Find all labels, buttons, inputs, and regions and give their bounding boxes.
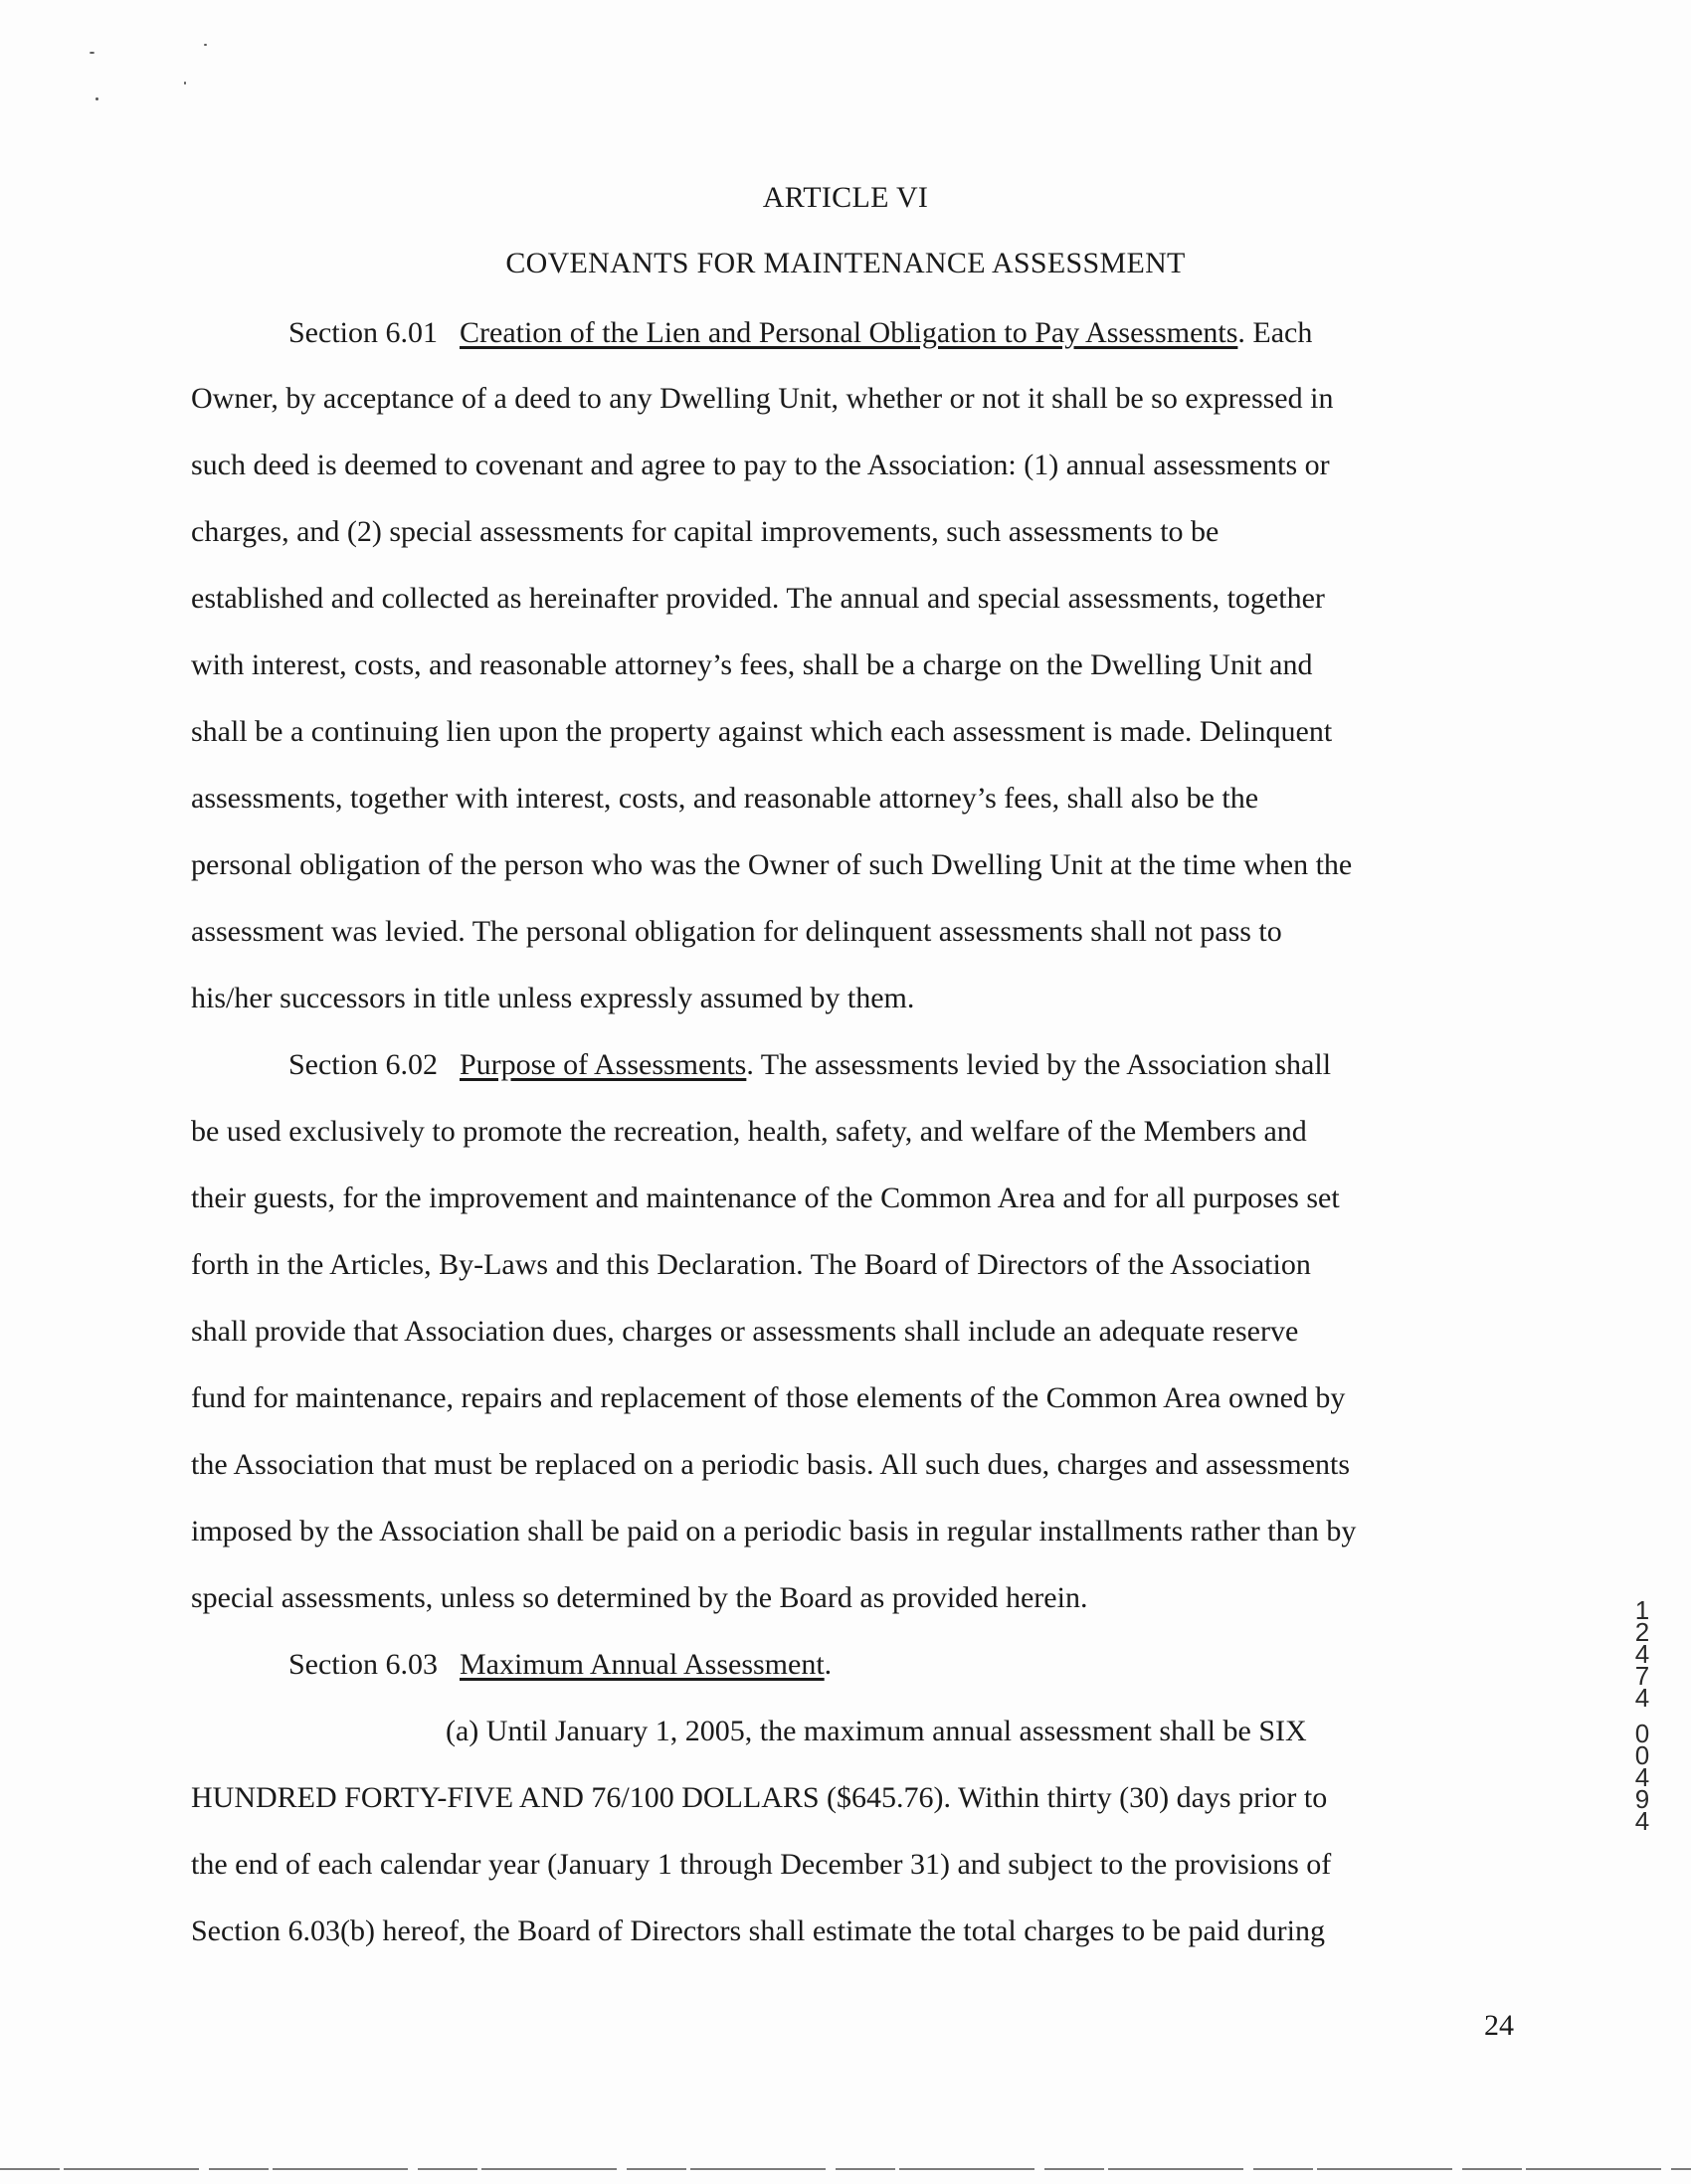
section-601-line: established and collected as hereinafter provided. The annual and special assessments, together xyxy=(191,582,1325,615)
section-601-line: his/her successors in title unless expressly assumed by them. xyxy=(191,982,915,1014)
section-602-line: imposed by the Association shall be paid on a periodic basis in regular installments rather than by xyxy=(191,1515,1357,1547)
recording-digit: 4 xyxy=(1634,1683,1650,1713)
section-601-line-0: . Each xyxy=(1237,316,1313,349)
recording-digit: 4 xyxy=(1634,1806,1650,1836)
section-602-line: the Association that must be replaced on a periodic basis. All such dues, charges and assessments xyxy=(191,1448,1351,1481)
section-601-first-line xyxy=(288,318,1312,348)
section-602-first-line xyxy=(288,1050,1331,1080)
section-601-line: with interest, costs, and reasonable attorney’s fees, shall be a charge on the Dwelling Unit and xyxy=(191,648,1313,681)
recording-digit: 1 xyxy=(1634,1595,1650,1625)
section-602-line: forth in the Articles, By-Laws and this Declaration. The Board of Directors of the Association xyxy=(191,1248,1311,1281)
section-601-line: such deed is deemed to covenant and agree to pay to the Association: (1) annual assessments or xyxy=(191,449,1330,481)
section-601-heading: Creation of the Lien and Personal Obligation to Pay Assessments xyxy=(460,316,1238,349)
recording-digit: 7 xyxy=(1634,1661,1650,1691)
section-602-line: fund for maintenance, repairs and replacement of those elements of the Common Area owned by xyxy=(191,1381,1346,1414)
section-602-line: be used exclusively to promote the recreation, health, safety, and welfare of the Members and xyxy=(191,1115,1307,1148)
scan-bottom-edge xyxy=(0,2168,1691,2170)
section-602-line: shall provide that Association dues, charges or assessments shall include an adequate reserve xyxy=(191,1315,1299,1348)
page-number: 24 xyxy=(1484,2009,1514,2042)
section-601-line: Owner, by acceptance of a deed to any Dwelling Unit, whether or not it shall be so expressed in xyxy=(191,382,1334,415)
section-602-line-0: . The assessments levied by the Association shall xyxy=(746,1048,1332,1081)
section-603-first-line xyxy=(288,1650,832,1680)
section-603-heading-tail: . xyxy=(824,1648,833,1681)
section-601-number: Section 6.01 xyxy=(288,316,438,349)
section-601-line: assessment was levied. The personal obligation for delinquent assessments shall not pass to xyxy=(191,915,1282,948)
section-601-line: shall be a continuing lien upon the property against which each assessment is made. Delinquent xyxy=(191,715,1333,748)
section-601-line: personal obligation of the person who was the Owner of such Dwelling Unit at the time when the xyxy=(191,848,1353,881)
section-603-line: Section 6.03(b) hereof, the Board of Directors shall estimate the total charges to be paid during xyxy=(191,1914,1325,1947)
section-603-heading: Maximum Annual Assessment xyxy=(460,1648,825,1681)
section-603-line: HUNDRED FORTY-FIVE AND 76/100 DOLLARS ($645.76). Within thirty (30) days prior to xyxy=(191,1781,1328,1814)
section-601-line: assessments, together with interest, costs, and reasonable attorney’s fees, shall also be the xyxy=(191,782,1259,815)
section-602-line: their guests, for the improvement and maintenance of the Common Area and for all purposes set xyxy=(191,1182,1340,1214)
section-602-number: Section 6.02 xyxy=(288,1048,438,1081)
section-603-line: the end of each calendar year (January 1 through December 31) and subject to the provisions of xyxy=(191,1848,1332,1881)
article-title: COVENANTS FOR MAINTENANCE ASSESSMENT xyxy=(505,247,1186,279)
recording-digit: 0 xyxy=(1634,1740,1650,1770)
recording-digit: 4 xyxy=(1634,1762,1650,1792)
section-602-line: special assessments, unless so determined by the Board as provided herein. xyxy=(191,1581,1088,1614)
section-601-line: charges, and (2) special assessments for capital improvements, such assessments to be xyxy=(191,515,1220,548)
recording-digit: 9 xyxy=(1634,1784,1650,1814)
recording-digit: 0 xyxy=(1634,1719,1650,1748)
section-602-heading: Purpose of Assessments xyxy=(460,1048,747,1081)
recording-digit: 2 xyxy=(1634,1617,1650,1647)
section-603-line: (a) Until January 1, 2005, the maximum annual assessment shall be SIX xyxy=(446,1715,1307,1747)
section-603-number: Section 6.03 xyxy=(288,1648,438,1681)
article-number: ARTICLE VI xyxy=(762,181,929,214)
recording-number xyxy=(1627,1595,1657,1836)
recording-digit: 4 xyxy=(1634,1639,1650,1669)
